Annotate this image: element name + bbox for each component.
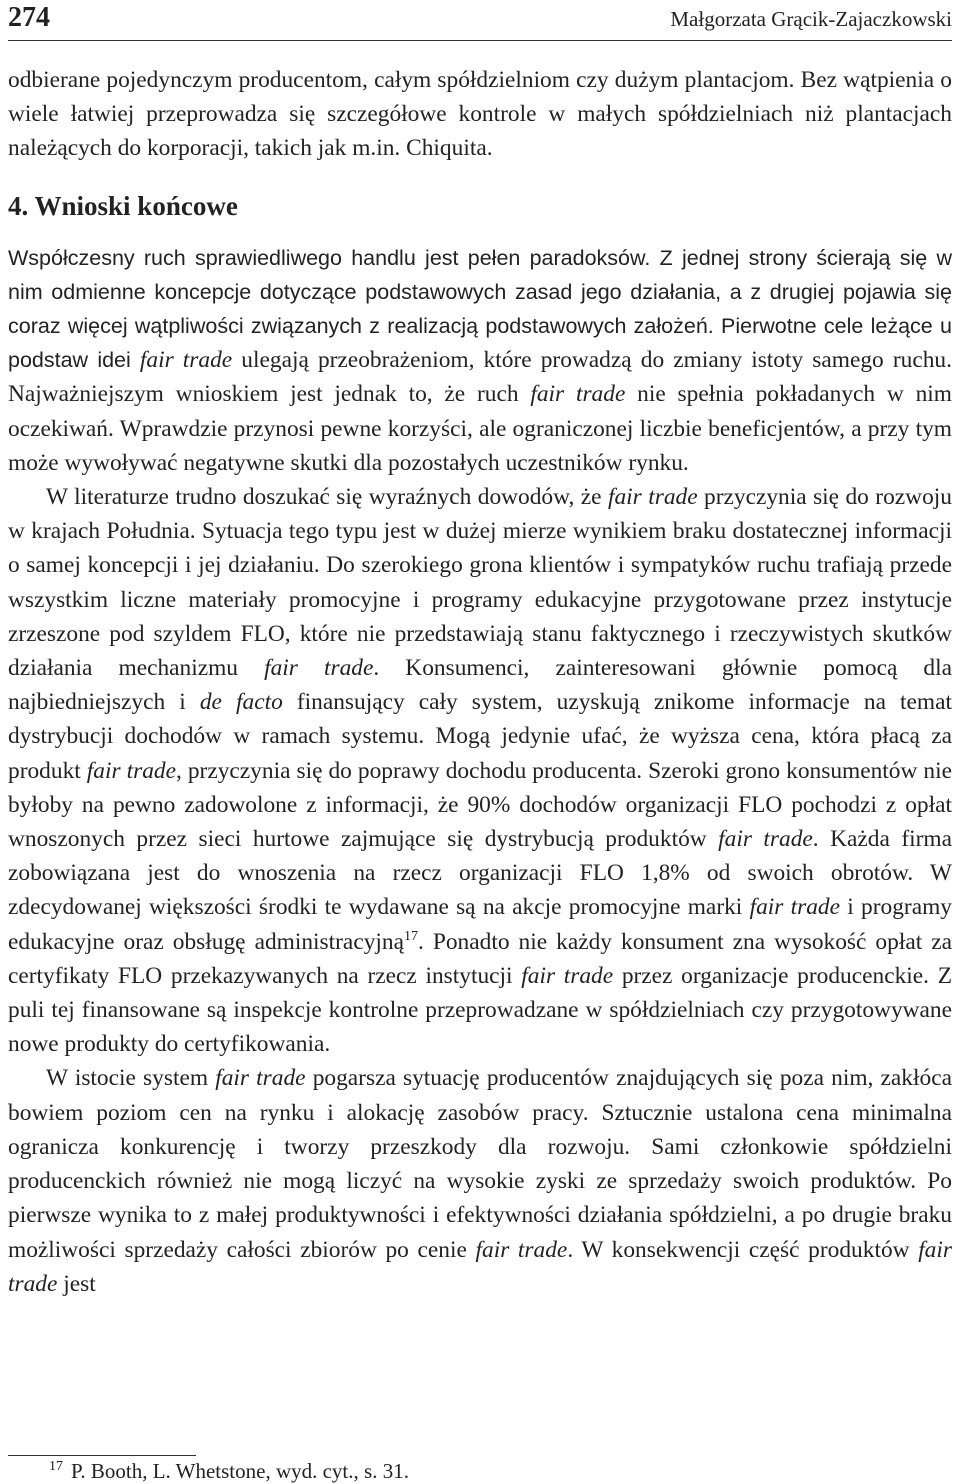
paragraph-intro xyxy=(8,63,952,166)
text-run: przyczynia się do rozwoju w krajach Południa. Sytuacja tego typu jest w dużej mierze wynikiem braku dostatecznej informacji o samej koncepcji i jej działaniu. Do szerokiego grona klientów i sympatyków ruchu trafiają przede wszystkim liczne materiały promocyjne i programy edukacyjne przygotowane przez instytucje zrzeszone pod szyldem FLO, które nie przedstawiają stanu faktycznego i rzeczywistych skutków działania mechanizmu xyxy=(8,484,952,682)
footnote xyxy=(49,1458,409,1484)
text-run-sans: Współczesny ruch sprawiedliwego handlu jest pełen paradoksów. Z jednej strony ścierają się w nim odmienne koncepcje dotyczące podstawowych zasad jego działania, a z drugiej pojawia się coraz więcej wątpliwości związanych z realizacją podstawowych założeń. Pierwotne cele leżące u podstaw idei xyxy=(8,245,952,373)
term-fair-trade: fair trade xyxy=(8,1236,952,1297)
term-de-facto: de facto xyxy=(199,689,283,716)
text-run: odbierane pojedynczym producentom, całym spółdzielniom czy dużym plantacjom. Bez wątpienia o wiele łatwiej przeprowadza się szczegółowe kontrole w małych spółdzielniach niż plantacjach należących do korporacji, takich jak m.in. Chiquita. xyxy=(8,67,952,162)
footnote-divider xyxy=(8,1455,196,1456)
term-fair-trade: fair trade xyxy=(521,962,614,989)
text-run: . Każda firma zobowiązana jest do wnoszenia na rzecz organizacji FLO 1,8% od swoich obrotów. W zdecydowanej większości środki te wydawane są na akcje promocyjne marki xyxy=(8,826,952,921)
text-run: , przyczynia się do poprawy dochodu producenta. Szeroki grono konsumentów nie byłoby na pewno zadowolone z informacji, że 90% dochodów organizacji FLO pochodzi z opłat wnoszonych przez sieci hurtowe zajmujące się dystrybucją produktów xyxy=(8,757,952,853)
section-heading xyxy=(8,186,952,226)
term-fair-trade: fair trade xyxy=(475,1236,568,1263)
page-body xyxy=(8,63,952,1301)
term-fair-trade: fair trade xyxy=(215,1065,306,1092)
text-run: pogarsza sytuację producentów znajdujących się poza nim, zakłóca bowiem poziom cen na rynku i alokację zasobów pracy. Sztucznie ustalona cena minimalna ogranicza konkurencję i tworzy przeszkody dla rozwoju. Sami członkowie spółdzielni producenckich również nie mogą liczyć na wysokie zyski ze sprzedaży swoich produktów. Po pierwsze wynika to z małej produktywności i efektywności działania spółdzielni, a po drugie braku możliwości sprzedaży całości zbiorów po cenie xyxy=(8,1065,952,1263)
text-run: jest xyxy=(63,1270,96,1297)
page-number: 274 xyxy=(8,2,50,33)
paragraph-conclusions-1 xyxy=(8,241,952,480)
section-number: 4. xyxy=(8,190,29,221)
text-run: W literaturze trudno doszukać się wyraźnych dowodów, że xyxy=(46,484,602,511)
text-run: finansujący cały system, uzyskują znikome informacje na temat dystrybucji dochodów w ramach systemu. Mogą jedynie ufać, że wyższa cena, która płacą za produkt xyxy=(8,689,952,784)
term-fair-trade: fair trade xyxy=(749,894,841,921)
text-run: i programy edukacyjne oraz obsługę administracyjną xyxy=(8,894,952,955)
section-title: Wnioski końcowe xyxy=(34,190,238,221)
text-run: . W konsekwencji część produktów xyxy=(567,1236,910,1263)
running-head-author: Małgorzata Grącik-Zajaczkowski xyxy=(670,7,952,31)
footnote-mark: 17 xyxy=(49,1459,63,1474)
footnote-reference[interactable]: 17 xyxy=(403,928,418,944)
term-fair-trade: fair trade xyxy=(530,381,626,408)
paragraph-conclusions-3 xyxy=(8,1061,952,1300)
text-run: przez organizacje producenckie. Z puli tej finansowane są inspekcje kontrolne przeprowadzane w spółdzielniach czy przygotowywane nowe produkty do certyfikowania. xyxy=(8,962,952,1058)
text-run: nie spełnia pokładanych w nim oczekiwań. Wprawdzie przynosi pewne korzyści, ale ograniczonej liczbie beneficjentów, a przy tym może wywoływać negatywne skutki dla pozostałych uczestników rynku. xyxy=(8,381,952,476)
term-fair-trade: fair trade xyxy=(86,757,176,784)
term-fair-trade: fair trade xyxy=(139,347,233,374)
term-fair-trade: fair trade xyxy=(718,826,813,853)
text-run: . Ponadto nie każdy konsument zna wysokość opłat za certyfikaty FLO przekazywanych na rzecz instytucji xyxy=(8,928,952,989)
text-run: W istocie system xyxy=(46,1065,209,1092)
text-run: . Konsumenci, zainteresowani głównie pomocą dla najbiedniejszych i xyxy=(8,655,952,716)
text-run: ulegają przeobrażeniom, które prowadzą do zmiany istoty samego ruchu. Najważniejszym wnioskiem jest jednak to, że ruch xyxy=(8,347,952,408)
page-header xyxy=(8,0,952,41)
term-fair-trade: fair trade xyxy=(264,655,374,682)
term-fair-trade: fair trade xyxy=(607,484,698,511)
paragraph-conclusions-2 xyxy=(8,480,952,1061)
footnote-text: P. Booth, L. Whetstone, wyd. cyt., s. 31. xyxy=(71,1459,409,1483)
